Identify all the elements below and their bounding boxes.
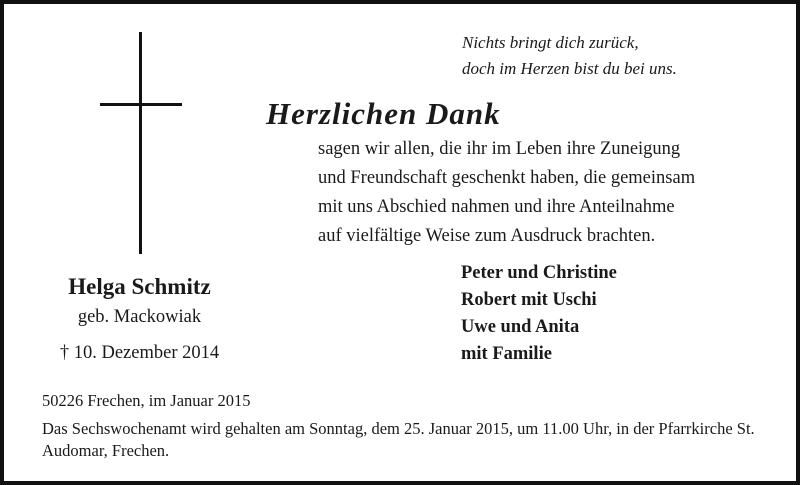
family-line: Peter und Christine bbox=[461, 263, 617, 283]
thanks-message bbox=[318, 135, 778, 251]
family-line: Robert mit Uschi bbox=[461, 290, 597, 310]
family-line: Uwe und Anita bbox=[461, 317, 580, 337]
mass-notice: Das Sechswochenamt wird gehalten am Sonntag, dem 25. Januar 2015, um 11.00 Uhr, in der Pfarrkirche St. Audomar, Frechen. bbox=[42, 419, 755, 460]
footer bbox=[42, 390, 772, 462]
deceased-info bbox=[32, 272, 247, 368]
family-line: mit Familie bbox=[461, 344, 552, 364]
cross-icon bbox=[100, 32, 182, 254]
cross-vertical-bar bbox=[139, 32, 142, 254]
message-line: mit uns Abschied nahmen und ihre Anteilnahme bbox=[318, 197, 675, 217]
motto-line-1: Nichts bringt dich zurück, bbox=[462, 33, 639, 52]
motto-line-2: doch im Herzen bist du bei uns. bbox=[462, 59, 677, 78]
message-line: und Freundschaft geschenkt haben, die gemeinsam bbox=[318, 168, 696, 188]
message-line: auf vielfältige Weise zum Ausdruck brachten. bbox=[318, 226, 656, 246]
thanks-heading: Herzlichen Dank bbox=[266, 96, 501, 131]
motto-quote bbox=[462, 30, 762, 82]
cross-horizontal-bar bbox=[100, 103, 182, 106]
deceased-name: Helga Schmitz bbox=[68, 274, 211, 299]
place-date: 50226 Frechen, im Januar 2015 bbox=[42, 391, 251, 410]
family-signatures bbox=[461, 260, 771, 368]
deceased-death-date: † 10. Dezember 2014 bbox=[59, 343, 220, 363]
message-line: sagen wir allen, die ihr im Leben ihre Zuneigung bbox=[318, 139, 681, 159]
deceased-birth-name: geb. Mackowiak bbox=[77, 307, 202, 327]
